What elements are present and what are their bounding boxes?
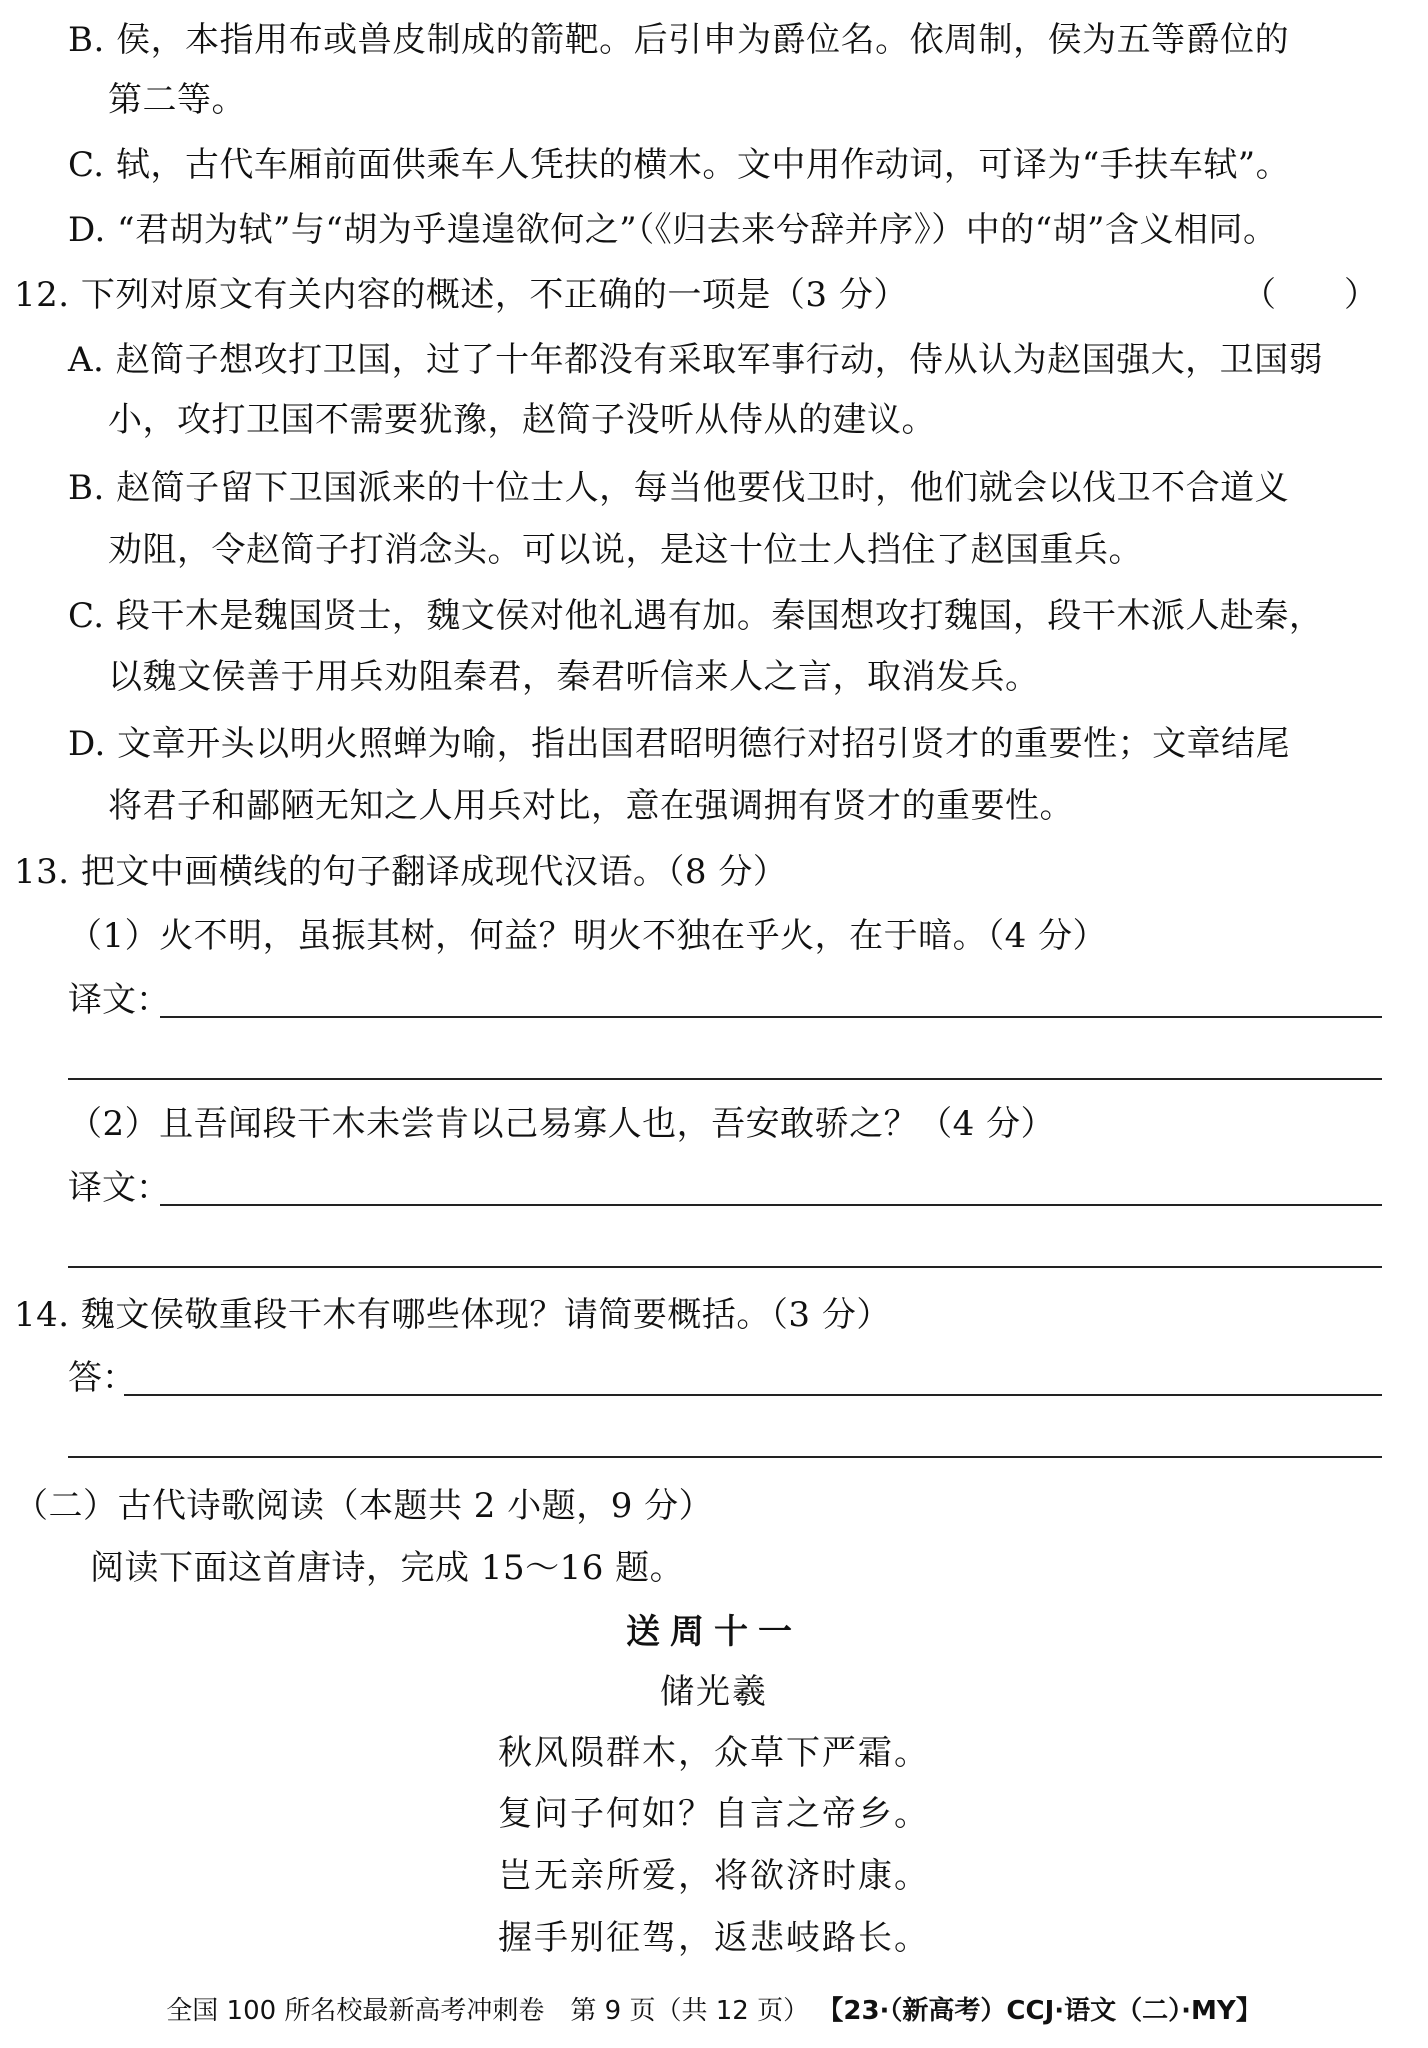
- poem-line-3: 岂无亲所爱，将欲济时康。: [498, 1856, 930, 1896]
- q13-sub2: （2）且吾闻段干木未尝肯以己易寡人也，吾安敢骄之？（4 分）: [68, 1104, 1056, 1144]
- q12-stem: 12. 下列对原文有关内容的概述，不正确的一项是（3 分）: [14, 275, 908, 315]
- q12-answer-paren[interactable]: （ ）: [1242, 275, 1378, 315]
- q13-answer2-row[interactable]: [68, 1168, 1382, 1208]
- q13-answer2-label: 译文：: [68, 1168, 170, 1208]
- q13-answer1-label: 译文：: [68, 980, 170, 1020]
- q13-answer2-line[interactable]: [160, 1204, 1382, 1206]
- q13-stem: 13. 把文中画横线的句子翻译成现代汉语。（8 分）: [14, 852, 788, 892]
- q12-option-a-line2: 小，攻打卫国不需要犹豫，赵简子没听从侍从的建议。: [108, 400, 936, 440]
- q13-answer2-line2[interactable]: [68, 1266, 1382, 1268]
- q12-option-c-line2: 以魏文侯善于用兵劝阻秦君，秦君听信来人之言，取消发兵。: [108, 657, 1040, 697]
- poem-author: 储光羲: [660, 1672, 768, 1712]
- section-intro: 阅读下面这首唐诗，完成 15～16 题。: [90, 1548, 685, 1588]
- page-footer: [0, 1995, 1428, 2027]
- q12-option-b-line2: 劝阻，令赵简子打消念头。可以说，是这十位士人挡住了赵国重兵。: [108, 530, 1143, 570]
- q14-answer-label: 答：: [68, 1358, 136, 1398]
- poem-title: 送周十一: [626, 1612, 802, 1652]
- q13-sub1: （1）火不明，虽振其树，何益？明火不独在乎火，在于暗。（4 分）: [68, 916, 1108, 956]
- q12-option-d-line1: D. 文章开头以明火照蝉为喻，指出国君昭明德行对招引贤才的重要性；文章结尾: [68, 724, 1291, 764]
- q13-answer1-row[interactable]: [68, 980, 1382, 1020]
- q11-option-c: C. 轼，古代车厢前面供乘车人凭扶的横木。文中用作动词，可译为“手扶车轼”。: [68, 145, 1291, 185]
- poem-line-4: 握手别征驾，返悲岐路长。: [498, 1918, 930, 1958]
- section-heading: （二）古代诗歌阅读（本题共 2 小题，9 分）: [14, 1486, 714, 1526]
- q12-option-c-line1: C. 段干木是魏国贤士，魏文侯对他礼遇有加。秦国想攻打魏国，段干木派人赴秦，: [68, 596, 1324, 636]
- q14-answer-row[interactable]: [68, 1358, 1382, 1398]
- q14-answer-line[interactable]: [124, 1394, 1382, 1396]
- q13-answer1-line[interactable]: [160, 1016, 1382, 1018]
- poem-line-2: 复问子何如？自言之帝乡。: [498, 1794, 930, 1834]
- q14-answer-line2[interactable]: [68, 1456, 1382, 1458]
- footer-right-text: 【23·（新高考）CCJ·语文（二）·MY】: [817, 1996, 1262, 2026]
- q12-option-b-line1: B. 赵简子留下卫国派来的十位士人，每当他要伐卫时，他们就会以伐卫不合道义: [68, 468, 1290, 508]
- q11-option-b-line2: 第二等。: [108, 80, 246, 120]
- q12-option-a-line1: A. 赵简子想攻打卫国，过了十年都没有采取军事行动，侍从认为赵国强大，卫国弱: [68, 340, 1324, 380]
- q11-option-b-line1: B. 侯，本指用布或兽皮制成的箭靶。后引申为爵位名。依周制，侯为五等爵位的: [68, 20, 1290, 60]
- q12-option-d-line2: 将君子和鄙陋无知之人用兵对比，意在强调拥有贤才的重要性。: [108, 786, 1074, 826]
- poem-line-1: 秋风陨群木，众草下严霜。: [498, 1733, 930, 1773]
- q11-option-d: D. “君胡为轼”与“胡为乎遑遑欲何之”（《归去来兮辞并序》）中的“胡”含义相同。: [68, 210, 1278, 250]
- q13-answer1-line2[interactable]: [68, 1078, 1382, 1080]
- footer-left-text: 全国 100 所名校最新高考冲刺卷 第 9 页（共 12 页）: [166, 1996, 810, 2026]
- q14-stem: 14. 魏文侯敬重段干木有哪些体现？请简要概括。（3 分）: [14, 1295, 891, 1335]
